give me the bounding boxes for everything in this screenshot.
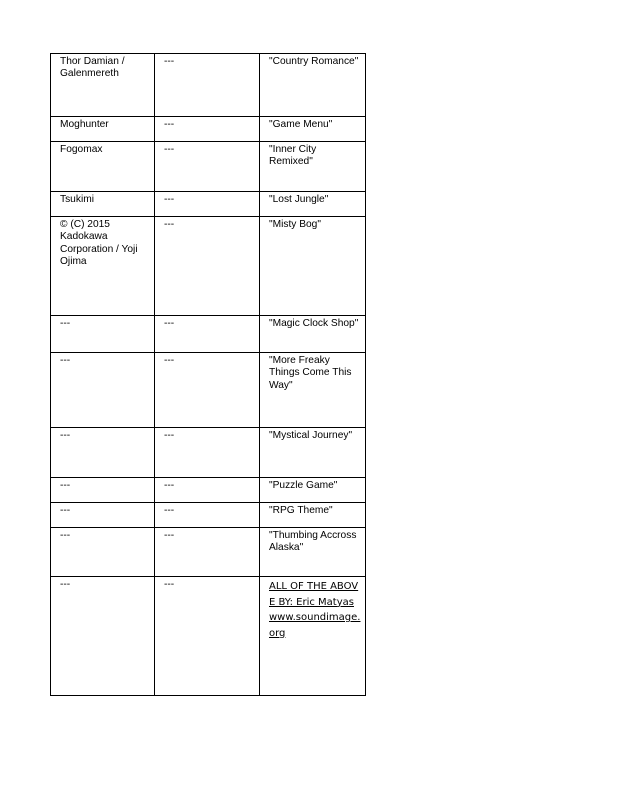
credit-author: --- bbox=[60, 579, 71, 590]
table-row bbox=[51, 478, 366, 503]
table-cell bbox=[260, 528, 366, 577]
table-cell bbox=[260, 217, 366, 316]
table-cell bbox=[155, 316, 260, 353]
table-row bbox=[51, 428, 366, 478]
table-cell bbox=[155, 528, 260, 577]
credit-author: --- bbox=[60, 355, 71, 366]
table-cell bbox=[51, 316, 155, 353]
table-cell bbox=[155, 54, 260, 117]
track-title: "Misty Bog" bbox=[269, 219, 321, 230]
table-cell bbox=[51, 353, 155, 428]
table-cell bbox=[155, 142, 260, 192]
credit-placeholder: --- bbox=[164, 480, 175, 491]
track-title: "More Freaky Things Come This Way" bbox=[269, 355, 352, 391]
track-title: "RPG Theme" bbox=[269, 505, 333, 516]
credit-author: --- bbox=[60, 530, 71, 541]
table-cell bbox=[51, 217, 155, 316]
table-cell bbox=[260, 192, 366, 217]
credits-table bbox=[50, 53, 366, 696]
table-cell bbox=[51, 577, 155, 696]
credit-author: --- bbox=[60, 505, 71, 516]
table-row bbox=[51, 503, 366, 528]
credit-author: Thor Damian / Galenmereth bbox=[60, 56, 125, 80]
credit-placeholder: --- bbox=[164, 430, 175, 441]
table-cell bbox=[260, 428, 366, 478]
credit-author: --- bbox=[60, 430, 71, 441]
table-cell bbox=[51, 428, 155, 478]
table-cell bbox=[155, 217, 260, 316]
table-cell bbox=[260, 54, 366, 117]
table-cell bbox=[260, 142, 366, 192]
track-title: "Country Romance" bbox=[269, 56, 359, 67]
table-cell bbox=[260, 117, 366, 142]
table-cell bbox=[51, 54, 155, 117]
credit-placeholder: --- bbox=[164, 119, 175, 130]
credit-author: Moghunter bbox=[60, 119, 109, 130]
credit-author: Tsukimi bbox=[60, 194, 94, 205]
track-title: "Game Menu" bbox=[269, 119, 333, 130]
table-cell bbox=[155, 478, 260, 503]
credit-placeholder: --- bbox=[164, 194, 175, 205]
table-row bbox=[51, 142, 366, 192]
table-row bbox=[51, 217, 366, 316]
credit-placeholder: --- bbox=[164, 144, 175, 155]
table-row bbox=[51, 528, 366, 577]
table-cell bbox=[155, 428, 260, 478]
credit-author: © (C) 2015 Kadokawa Corporation / Yoji Ojima bbox=[60, 219, 138, 268]
table-row bbox=[51, 316, 366, 353]
track-title: "Inner City Remixed" bbox=[269, 144, 317, 168]
composer-credit-link[interactable]: ALL OF THE ABOVE BY: Eric Matyas www.soundimage.org bbox=[269, 581, 361, 639]
table-cell bbox=[51, 117, 155, 142]
credit-author: Fogomax bbox=[60, 144, 103, 155]
table-cell bbox=[155, 577, 260, 696]
table-cell bbox=[260, 353, 366, 428]
credit-placeholder: --- bbox=[164, 56, 175, 67]
credit-placeholder: --- bbox=[164, 355, 175, 366]
table-cell bbox=[155, 353, 260, 428]
track-title: "Mystical Journey" bbox=[269, 430, 353, 441]
track-title: "Thumbing Accross Alaska" bbox=[269, 530, 357, 554]
credit-author: --- bbox=[60, 318, 71, 329]
table-cell bbox=[260, 577, 366, 696]
track-title: "Magic Clock Shop" bbox=[269, 318, 359, 329]
table-cell bbox=[260, 316, 366, 353]
table-cell bbox=[260, 478, 366, 503]
track-title: "Puzzle Game" bbox=[269, 480, 338, 491]
table-row bbox=[51, 577, 366, 696]
table-row bbox=[51, 353, 366, 428]
credit-placeholder: --- bbox=[164, 219, 175, 230]
table-cell bbox=[51, 478, 155, 503]
table-cell bbox=[155, 192, 260, 217]
table-cell bbox=[155, 117, 260, 142]
credit-placeholder: --- bbox=[164, 505, 175, 516]
table-cell bbox=[260, 503, 366, 528]
credit-author: --- bbox=[60, 480, 71, 491]
table-row bbox=[51, 117, 366, 142]
table-cell bbox=[51, 142, 155, 192]
table-cell bbox=[155, 503, 260, 528]
table-cell bbox=[51, 192, 155, 217]
table-row bbox=[51, 54, 366, 117]
table-row bbox=[51, 192, 366, 217]
credit-placeholder: --- bbox=[164, 579, 175, 590]
table-cell bbox=[51, 528, 155, 577]
track-title: "Lost Jungle" bbox=[269, 194, 329, 205]
credit-placeholder: --- bbox=[164, 530, 175, 541]
table-cell bbox=[51, 503, 155, 528]
credit-placeholder: --- bbox=[164, 318, 175, 329]
